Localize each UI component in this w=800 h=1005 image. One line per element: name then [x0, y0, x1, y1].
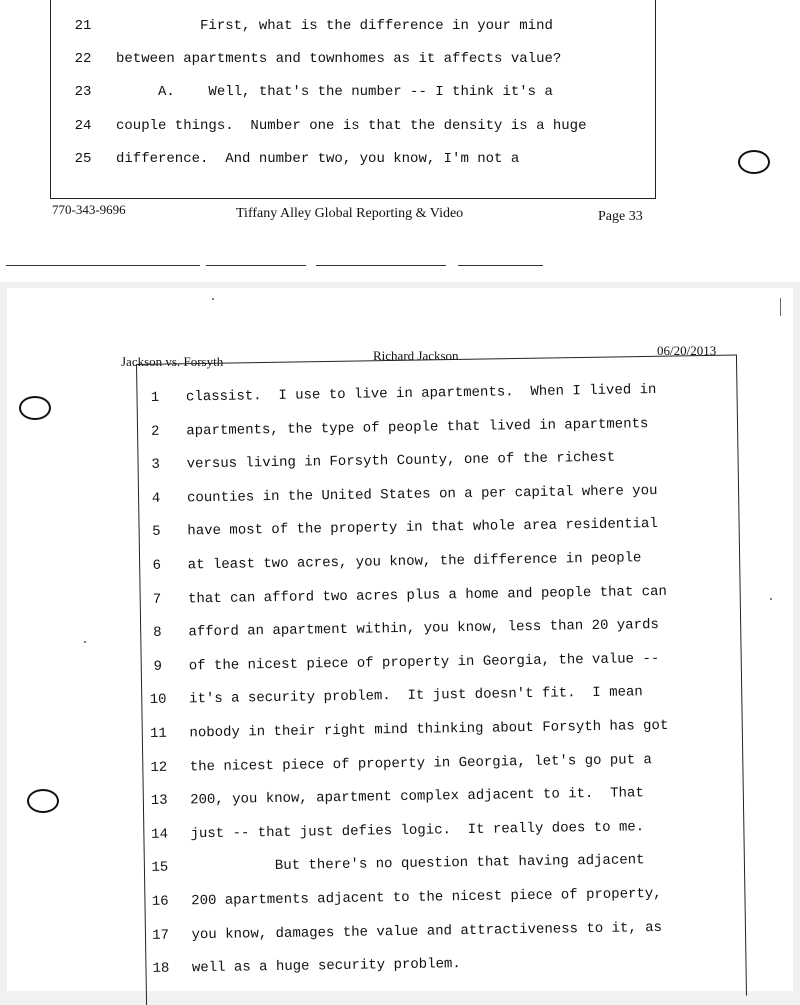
line-text: afford an apartment within, you know, less than 20 yards [188, 617, 659, 641]
line-number: 22 [74, 51, 92, 67]
line-number: 15 [151, 860, 169, 877]
header-date: 06/20/2013 [657, 343, 717, 358]
punch-hole-icon [738, 150, 770, 174]
scan-speck [212, 298, 214, 300]
transcript-line [0, 18, 800, 48]
footer-phone: 770-343-9696 [52, 202, 126, 217]
line-number: 24 [74, 118, 92, 134]
line-text: counties in the United States on a per capital where you [186, 482, 658, 507]
line-number: 7 [152, 591, 162, 608]
transcript-line [0, 118, 800, 148]
line-number: 5 [152, 524, 161, 541]
line-text: couple things. Number one is that the density is a huge [116, 118, 587, 134]
transcript-line [0, 51, 800, 81]
line-text: the nicest piece of property in Georgia, let's go put a [189, 751, 652, 775]
line-number: 11 [149, 725, 168, 742]
line-number: 6 [152, 557, 162, 574]
transcript-line [0, 151, 800, 181]
footer-page-number: Page 33 [598, 209, 643, 224]
footer-company: Tiffany Alley Global Reporting & Video [236, 206, 464, 221]
line-text: 200 apartments adjacent to the nicest piece of property, [191, 885, 662, 910]
page-divider [458, 265, 543, 266]
line-number: 16 [151, 893, 169, 910]
line-number: 1 [150, 389, 160, 406]
line-text: 200, you know, apartment complex adjacent to it. That [190, 785, 644, 809]
line-number: 10 [149, 692, 167, 709]
transcript-page-34 [7, 288, 793, 991]
line-number: 3 [151, 456, 161, 474]
line-text: versus living in Forsyth County, one of the richest [186, 449, 616, 473]
line-text: at least two acres, you know, the difference in people [187, 550, 642, 574]
line-number: 9 [153, 658, 163, 675]
line-number: 25 [74, 151, 92, 167]
line-number: 2 [151, 423, 160, 440]
line-text: classist. I use to live in apartments. When I lived in [185, 381, 657, 406]
line-number: 13 [150, 792, 168, 810]
line-text: First, what is the difference in your mind [116, 18, 553, 34]
scan-speck [84, 641, 86, 643]
scan-mark [780, 298, 781, 316]
transcript-line [0, 84, 800, 114]
punch-hole-icon [19, 396, 51, 420]
header-case-name: Jackson vs. Forsyth [121, 354, 224, 369]
line-text: just -- that just defies logic. It really does to me. [190, 818, 645, 843]
line-number: 14 [151, 826, 169, 843]
line-text: well as a huge security problem. [191, 956, 461, 977]
line-text: But there's no question that having adjacent [190, 852, 645, 876]
line-number: 21 [74, 18, 92, 34]
line-text: you know, damages the value and attractiveness to it, as [191, 919, 663, 943]
line-text: nobody in their right mind thinking about Forsyth has got [189, 717, 669, 742]
line-number: 8 [153, 624, 162, 642]
line-text: it's a security problem. It just doesn't fit. I mean [189, 684, 643, 708]
header-witness-name: Richard Jackson [373, 348, 459, 363]
transcript-page-33 [0, 0, 800, 282]
line-number: 12 [150, 759, 168, 776]
page-divider [206, 265, 306, 266]
page-divider [316, 265, 446, 266]
line-text: of the nicest piece of property in Georgia, the value -- [188, 650, 660, 675]
line-text: between apartments and townhomes as it affects value? [116, 51, 562, 67]
line-text: have most of the property in that whole area residential [187, 516, 658, 540]
line-text: apartments, the type of people that lived in apartments [186, 415, 649, 439]
page-divider [6, 265, 200, 266]
line-number: 18 [152, 960, 170, 978]
line-text: A. Well, that's the number -- I think it's a [116, 84, 553, 100]
line-text: that can afford two acres plus a home and people that can [187, 583, 668, 607]
line-number: 4 [151, 490, 161, 507]
line-text: difference. And number two, you know, I'm not a [116, 151, 520, 167]
line-number: 23 [74, 84, 92, 100]
line-number: 17 [152, 927, 170, 944]
scan-speck [770, 598, 772, 600]
punch-hole-icon [27, 789, 59, 813]
